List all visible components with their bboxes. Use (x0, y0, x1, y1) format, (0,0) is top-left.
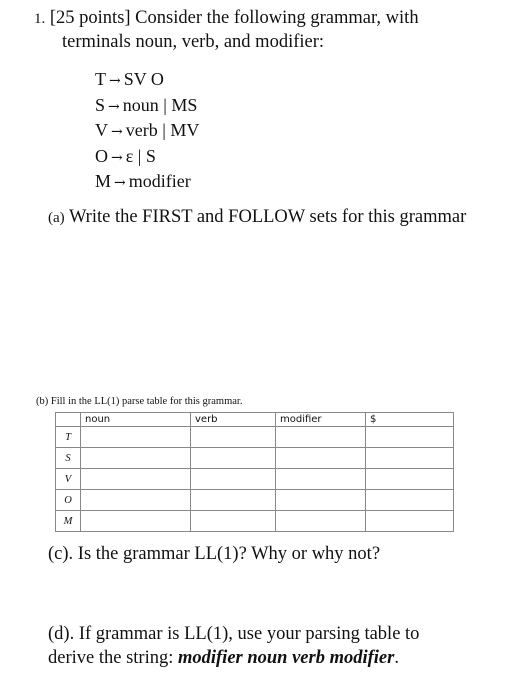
rule-lhs: V (95, 120, 108, 140)
row-header: V (56, 469, 81, 490)
table-cell[interactable] (366, 490, 454, 511)
table-cell[interactable] (191, 427, 276, 448)
table-cell[interactable] (366, 511, 454, 532)
rule-rhs: SV O (123, 69, 164, 89)
table-cell[interactable] (81, 490, 191, 511)
parse-table (55, 412, 454, 532)
part-a-tag: (a) (48, 210, 65, 226)
table-cell[interactable] (276, 511, 366, 532)
part-c-text: (c). Is the grammar LL(1)? Why or why not? (48, 544, 381, 564)
row-header: M (56, 511, 81, 532)
arrow-icon: → (111, 149, 123, 166)
rule-lhs: M (95, 171, 112, 191)
arrow-icon: → (111, 124, 123, 140)
question-text-line1: [25 points] Consider the following grammar, with (49, 8, 419, 28)
table-cell[interactable] (81, 511, 191, 532)
table-cell[interactable] (81, 427, 191, 448)
part-b-text: (b) Fill in the LL(1) parse table for this grammar. (36, 396, 243, 407)
rule-rhs: modifier (128, 171, 191, 191)
part-a (48, 205, 466, 230)
question-text-line2: terminals noun, verb, and modifier: (62, 32, 325, 52)
table-row (56, 427, 454, 448)
table-row (56, 448, 454, 469)
table-cell[interactable] (81, 469, 191, 490)
column-header: verb (191, 413, 276, 427)
grammar-rule (95, 119, 199, 145)
row-header: S (56, 448, 81, 469)
table-cell[interactable] (191, 511, 276, 532)
column-header: noun (81, 413, 191, 427)
grammar-rule (95, 68, 199, 94)
table-cell[interactable] (366, 469, 454, 490)
header-corner (56, 413, 81, 427)
part-d-suffix: . (394, 648, 399, 668)
table-cell[interactable] (191, 448, 276, 469)
question-header (34, 6, 524, 31)
column-header: modifier (276, 413, 366, 427)
grammar-rule (95, 145, 199, 171)
row-header: O (56, 490, 81, 511)
part-a-text: Write the FIRST and FOLLOW sets for this grammar (68, 207, 467, 227)
part-d (48, 622, 508, 670)
rule-lhs: T (95, 69, 106, 89)
rule-rhs: ε | S (125, 145, 156, 166)
table-row (56, 511, 454, 532)
part-d-line2 (48, 646, 508, 670)
column-header: $ (366, 413, 454, 427)
parse-table-header (56, 413, 454, 427)
table-cell[interactable] (276, 490, 366, 511)
table-cell[interactable] (81, 448, 191, 469)
arrow-icon: → (108, 98, 120, 115)
table-cell[interactable] (276, 427, 366, 448)
grammar-rule (95, 94, 199, 120)
table-row (56, 490, 454, 511)
table-cell[interactable] (276, 448, 366, 469)
table-cell[interactable] (366, 427, 454, 448)
part-d-line1: (d). If grammar is LL(1), use your parsing table to (48, 624, 420, 644)
table-cell[interactable] (191, 469, 276, 490)
rule-lhs: O (95, 145, 108, 166)
row-header: T (56, 427, 81, 448)
question-number: 1. (34, 11, 46, 27)
part-d-prefix: derive the string: (48, 648, 178, 668)
rule-rhs: noun | MS (122, 94, 198, 115)
grammar-rules (95, 68, 199, 196)
target-string: modifier noun verb modifier (177, 648, 395, 668)
grammar-rule (95, 170, 199, 196)
arrow-icon: → (109, 73, 121, 89)
arrow-icon: → (114, 175, 126, 191)
table-cell[interactable] (366, 448, 454, 469)
rule-rhs: verb | MV (125, 120, 200, 140)
table-cell[interactable] (276, 469, 366, 490)
table-row (56, 469, 454, 490)
table-cell[interactable] (191, 490, 276, 511)
rule-lhs: S (95, 94, 106, 115)
